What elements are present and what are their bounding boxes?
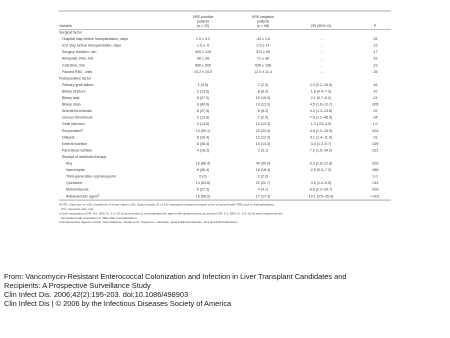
row-vre-positive: 8 (40.9) xyxy=(196,102,210,107)
table-row xyxy=(66,188,379,192)
row-label: Biliary stricture xyxy=(62,89,86,94)
table-row xyxy=(66,175,378,179)
row-p-value: .003 xyxy=(371,161,379,166)
table-row xyxy=(62,128,379,132)
row-p-value: .15 xyxy=(372,43,378,48)
row-p-value: 1.0 xyxy=(372,174,378,179)
citation-footer xyxy=(4,272,448,308)
footer-copyright: Clin Infect Dis | © 2006 by the Infectious Diseases Society of America xyxy=(4,299,232,308)
row-p-value: .04 xyxy=(372,115,378,120)
row-p-value: .05 xyxy=(372,37,378,42)
table-row xyxy=(62,96,378,100)
row-odds-ratio: 3.6 (1.4–9.5) xyxy=(310,181,332,186)
row-odds-ratio: 1.8 (0.4–7.3) xyxy=(310,89,332,94)
row-p-value: .001 xyxy=(371,128,379,133)
table-row xyxy=(62,89,378,93)
row-vre-negative: 49 (50.0) xyxy=(255,161,271,166)
table-row xyxy=(62,57,378,61)
row-p-value: .02 xyxy=(372,109,378,114)
row-label: Metronidazole xyxy=(66,187,89,192)
row-odds-ratio: 6.3 (1.8–22.8) xyxy=(309,161,333,166)
table-note: associated with acquisition of VRE after transplantation. xyxy=(61,215,138,220)
row-label: Dialysis xyxy=(62,135,75,140)
table-row xyxy=(62,135,378,139)
row-odds-ratio: 7.0 (1.5–34.2) xyxy=(309,148,333,153)
row-vre-positive: 1.5 ± 4.2 xyxy=(196,37,210,42)
table-row xyxy=(66,181,379,185)
row-vre-negative: 22 (22.7) xyxy=(255,181,271,186)
table-row xyxy=(62,44,378,48)
row-vre-positive: 14 (63.6) xyxy=(195,181,211,186)
row-vre-positive: 19 (86.4) xyxy=(195,161,211,166)
table-row xyxy=(62,155,107,159)
table-row xyxy=(66,168,379,172)
row-label: ICU stay before transplantation, days xyxy=(62,43,122,48)
row-label: Any xyxy=(66,161,73,166)
row-odds-ratio: 8.8 (2.2–34.7) xyxy=(309,187,333,192)
row-odds-ratio: 2.1 (0.7–6.2) xyxy=(310,96,332,100)
row-vre-positive: 3 (13.6) xyxy=(196,89,210,94)
row-p-value: .21 xyxy=(372,96,378,100)
row-p-value: .46 xyxy=(372,82,378,87)
row-vre-negative: 8 (8.2) xyxy=(257,109,269,114)
row-vre-positive: 566 ± 509 xyxy=(195,63,211,68)
row-label: Surgery duration, min xyxy=(62,50,97,55)
row-p-value: .029 xyxy=(371,141,379,146)
table-row xyxy=(62,70,378,74)
table-row xyxy=(59,76,92,80)
table-row xyxy=(62,50,378,54)
row-label: Parenteral nutrition xyxy=(62,148,93,153)
row-label: Receipt of antibiotic therapy xyxy=(62,154,107,159)
row-vre-negative: 8 (8.2) xyxy=(257,89,269,94)
header-variable: Variable xyxy=(59,24,72,28)
row-vre-positive: 15.2 ± 15.5 xyxy=(194,69,212,74)
table-notes xyxy=(59,203,283,225)
table-note: NOTE. Data are no. (%) of patients or mean value ± SD. Data exclude 22 of 142 transplant recipients known to be colonized with VRE prior to transplantation. xyxy=(59,202,275,207)
header-or: OR (95% CI) xyxy=(310,24,332,28)
row-vre-negative: 18 (18.4) xyxy=(255,168,271,173)
row-vre-positive: 15 (68.2) xyxy=(195,194,211,199)
row-vre-negative: 12 (12.2) xyxy=(255,135,271,140)
header-vre-negative-1: VRE-negative xyxy=(251,15,275,19)
row-vre-negative: 17 (17.3) xyxy=(255,194,271,199)
row-label: Postoperative factor xyxy=(59,76,91,81)
table-row xyxy=(62,109,378,113)
row-vre-negative: 14 (14.3) xyxy=(255,141,271,146)
table-row xyxy=(59,31,83,35)
row-p-value: .014 xyxy=(371,181,379,186)
table-body xyxy=(59,31,380,199)
row-p-value: .25 xyxy=(372,69,378,74)
row-p-value: <.001 xyxy=(370,194,380,199)
row-odds-ratio: 1.0 (.23–3.9) xyxy=(310,122,332,127)
row-vre-negative: 2 (2.0) xyxy=(257,174,269,179)
row-vre-positive: 13 (59.1) xyxy=(195,128,211,133)
row-p-value: .42 xyxy=(372,56,378,61)
row-vre-positive: 4 (18.2) xyxy=(196,148,210,153)
row-vre-negative: 13 (13.3) xyxy=(255,102,271,107)
row-odds-ratio: ... xyxy=(319,174,323,179)
row-label: Vancomycin xyxy=(66,168,86,173)
row-label: Venous thrombosis xyxy=(62,115,93,120)
row-p-value: .42 xyxy=(372,89,378,94)
row-p-value: .005 xyxy=(371,102,379,107)
row-odds-ratio: ... xyxy=(319,50,323,55)
row-label: Reoperation$^a$ xyxy=(62,128,83,133)
footer-source-title: From: Vancomycin-Resistant Enterococcal Colonization and Infection in Liver Transplant Candidates and xyxy=(4,272,347,281)
row-odds-ratio: 4.1 (1.4–11.9) xyxy=(309,135,333,140)
row-vre-positive: 0 (0) xyxy=(199,174,207,179)
row-p-value: .01 xyxy=(372,135,378,140)
row-label: Cold time, min xyxy=(62,63,85,68)
row-label: Biliary leak xyxy=(62,96,80,100)
table-row xyxy=(62,116,378,120)
row-odds-ratio: 4.2 (1.3–13.8) xyxy=(309,109,333,114)
table-note: b Antianaerobic agents include metronidazole, clindamycin, imipenem, cefotetan, piperacillin/tazobactam, and ampicillin/sulbactam. xyxy=(59,220,239,225)
row-vre-negative: 4 (4.1) xyxy=(257,187,269,192)
table-note: a Only reoperation (OR, 4.6; 95% CI, 1.3–15.9) and receipt of an antianaerobic agent with antienterococcal activity (OR, 9.1; 95% CI, 2.6–31.8) were independently xyxy=(59,211,283,216)
row-p-value: .021 xyxy=(371,148,379,153)
row-vre-positive: 6 (27.3) xyxy=(196,96,210,100)
row-vre-positive: 409 ± 128 xyxy=(195,50,211,55)
row-odds-ratio: ... xyxy=(319,63,323,68)
row-vre-negative: 12.0 ± 11.4 xyxy=(254,69,272,74)
row-odds-ratio: 3.4 (1.2–9.7) xyxy=(310,141,332,146)
row-vre-negative: .43 ± 1.6 xyxy=(256,37,270,42)
row-vre-negative: 526 ± 198 xyxy=(255,63,271,68)
table-image xyxy=(57,10,393,254)
row-label: Anhepatic time, min xyxy=(62,56,94,61)
row-odds-ratio: 10.1 (2.9–35.4) xyxy=(308,194,334,199)
row-vre-positive: 3 (13.6) xyxy=(196,115,210,120)
table-row xyxy=(62,83,378,87)
row-label: Arterial thrombosis xyxy=(62,109,92,114)
row-odds-ratio: 4.8 (1.3–15.9) xyxy=(309,128,333,133)
row-vre-positive: 6 (27.3) xyxy=(196,187,210,192)
row-p-value: .003 xyxy=(371,187,379,192)
table-row xyxy=(62,37,378,41)
table-row xyxy=(62,142,379,146)
table-row xyxy=(62,122,378,126)
footer-source-title-2: Recipients: A Prospective Surveillance Study xyxy=(4,281,151,290)
row-vre-negative: 2.5 ± 14 xyxy=(256,43,270,48)
table-row xyxy=(66,194,380,198)
row-vre-positive: 1 (4.5) xyxy=(197,82,209,87)
row-vre-negative: 23 (23.4) xyxy=(255,128,271,133)
row-p-value: .17 xyxy=(372,50,378,55)
table-note: ICU, intensive care unit. xyxy=(61,206,94,211)
row-label: Quinolone xyxy=(66,181,83,186)
row-vre-positive: 66 ± 28 xyxy=(197,56,209,61)
row-p-value: 1.0 xyxy=(372,122,378,127)
header-vre-positive-2: patients xyxy=(196,19,210,24)
row-vre-positive: 8 (36.4) xyxy=(196,135,210,140)
row-label: Primary graft failure xyxy=(62,82,94,87)
table-row xyxy=(62,103,379,107)
row-odds-ratio: ... xyxy=(319,69,323,74)
table-row xyxy=(62,148,379,152)
header-p: P xyxy=(373,24,377,28)
row-odds-ratio: 4.5 (1.6–12.7) xyxy=(309,102,333,107)
header-vre-negative-2: patients xyxy=(256,19,270,24)
row-vre-positive: 8 (36.4) xyxy=(196,168,210,173)
row-vre-negative: 13 (13.3) xyxy=(255,122,271,127)
row-odds-ratio: 7.6 (1.2–48.5) xyxy=(309,115,333,120)
header-vre-positive-3: (n = 22) xyxy=(196,24,210,28)
header-vre-positive-1: VRE-positive xyxy=(192,15,214,19)
row-vre-positive: 8 (36.4) xyxy=(196,141,210,146)
row-label: Surgical factor xyxy=(59,30,82,35)
row-odds-ratio: ... xyxy=(319,43,323,48)
row-vre-negative: 15 (15.3) xyxy=(255,96,271,100)
row-p-value: .086 xyxy=(371,168,379,173)
row-label: Hospital stay before transplantation, days xyxy=(62,37,128,42)
row-p-value: .23 xyxy=(372,63,378,68)
row-odds-ratio: ... xyxy=(319,56,323,61)
row-vre-negative: 71 ± 38 xyxy=(257,56,269,61)
row-label: Enteral nutrition xyxy=(62,141,88,146)
row-vre-negative: 2 (2.0) xyxy=(257,115,269,120)
header-vre-negative-3: (n = 98) xyxy=(256,24,270,28)
row-vre-negative: 374 ± 95 xyxy=(256,50,270,55)
footer-citation: Clin Infect Dis. 2006;42(2):195-203. doi:10.1086/498903 xyxy=(4,290,189,299)
row-odds-ratio: 2.3 (0.2–26.9) xyxy=(309,82,333,87)
table-row xyxy=(66,162,379,166)
row-label: Third-generation cephalosporin xyxy=(66,174,116,179)
row-label: Biliary drain xyxy=(62,102,81,107)
row-vre-positive: 1.9 ± .5 xyxy=(197,43,209,48)
table-row xyxy=(62,63,378,67)
row-odds-ratio: 2.5 (0.9–7.0) xyxy=(310,168,332,173)
row-vre-negative: 3 (3.1) xyxy=(257,148,269,153)
row-label: Graft rejection xyxy=(62,122,85,127)
row-vre-positive: 3 (13.6) xyxy=(196,122,210,127)
row-vre-negative: 2 (2.0) xyxy=(257,82,269,87)
row-label: Antianaerobic agent$^b$ xyxy=(66,193,100,199)
row-label: Packed RBC, units xyxy=(62,69,93,74)
table-header xyxy=(59,11,391,30)
row-odds-ratio: ... xyxy=(319,37,323,42)
row-vre-positive: 6 (27.3) xyxy=(196,109,210,114)
